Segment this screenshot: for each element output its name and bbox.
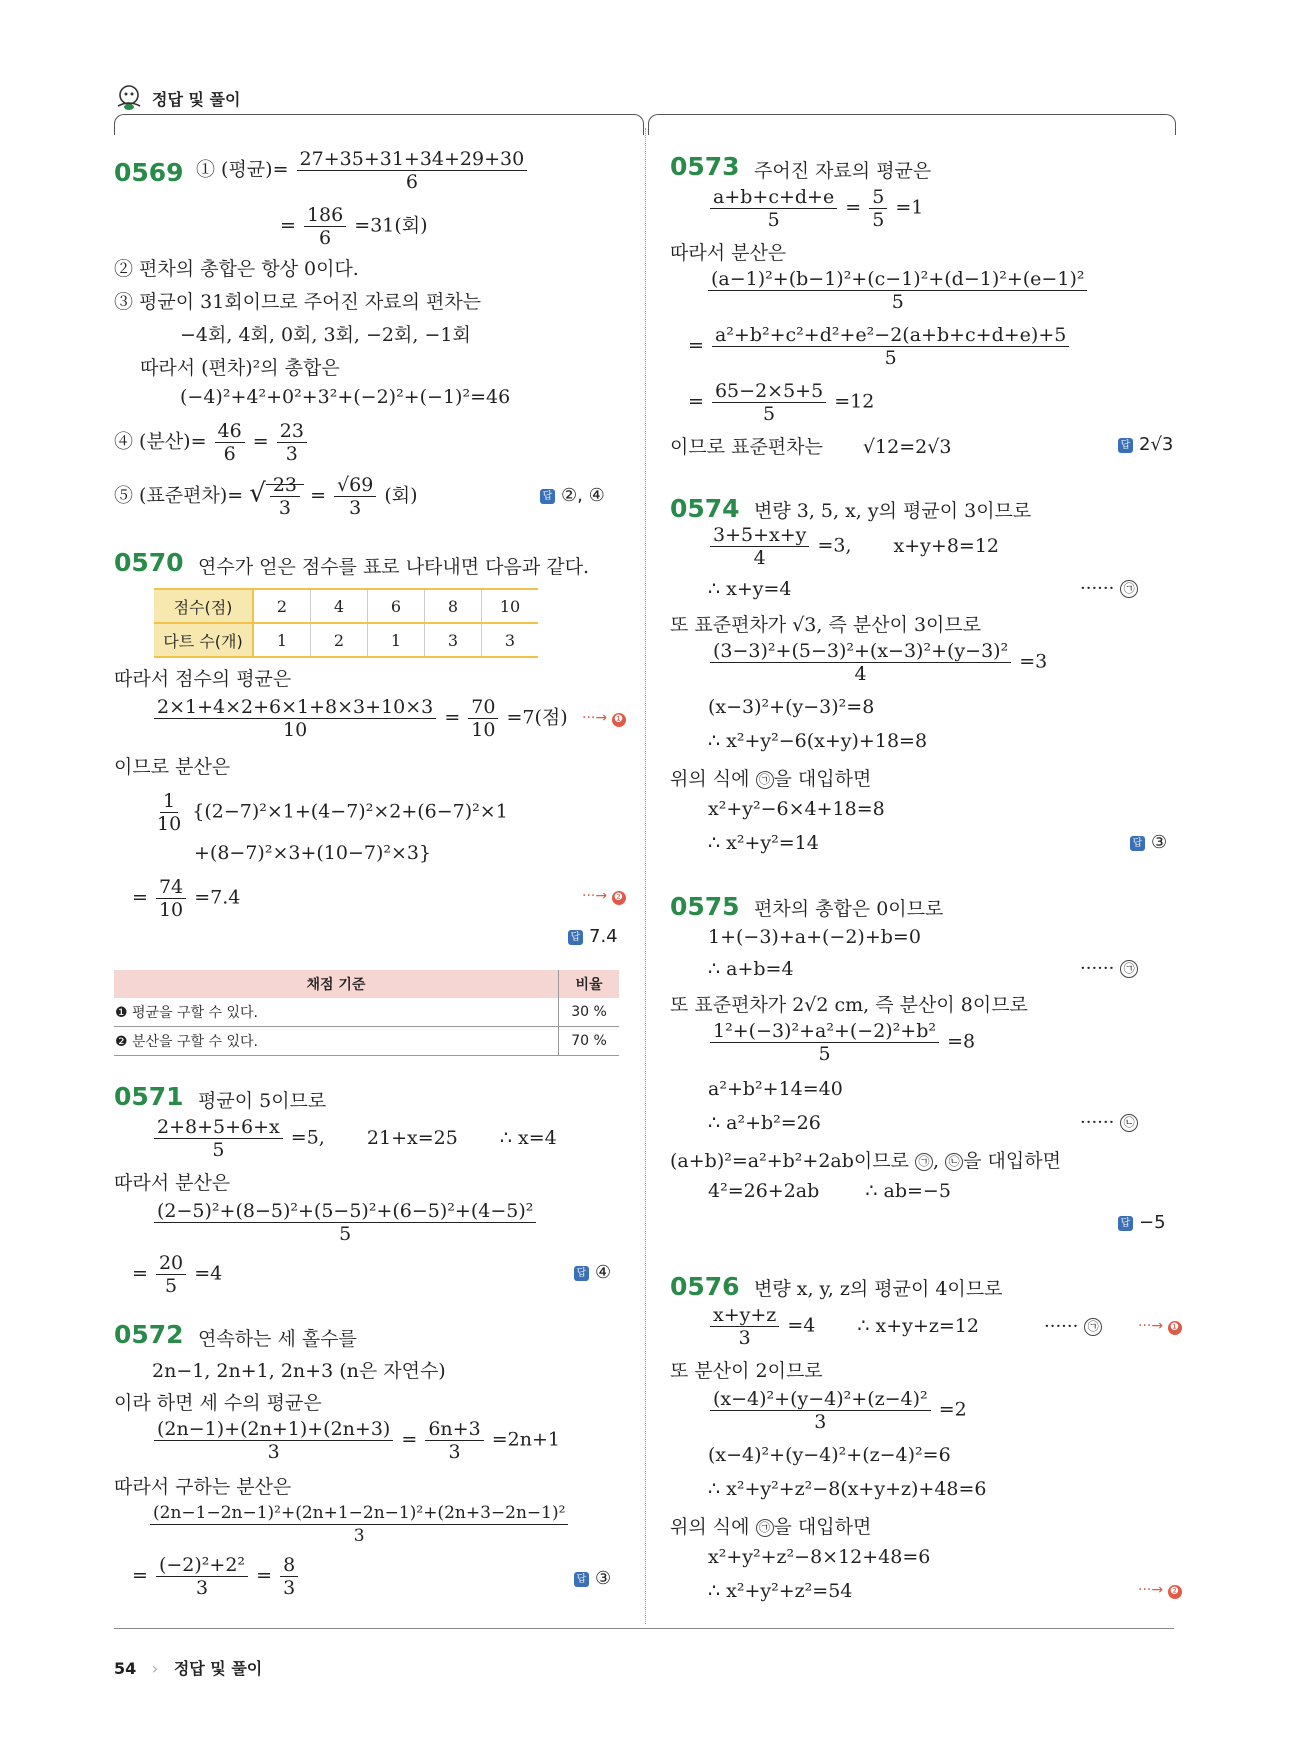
- text: =: [401, 1428, 418, 1451]
- numerator: a+b+c+d+e: [710, 186, 837, 209]
- denominator: 3: [738, 1327, 751, 1349]
- line-mean: [152, 696, 568, 741]
- line-text: 이라 하면 세 수의 평균은: [114, 1392, 322, 1414]
- text: √12=2√3: [862, 436, 952, 458]
- text: =4: [194, 1262, 223, 1285]
- numerator: 65−2×5+5: [712, 380, 826, 403]
- line-variance: [708, 1388, 967, 1433]
- step-number: ❶: [612, 713, 626, 727]
- table-cell: ❷ 분산을 구할 수 있다.: [114, 1027, 559, 1056]
- problem-number: 0574: [670, 494, 740, 523]
- denominator: 6: [319, 227, 332, 249]
- line-variance: [148, 1502, 570, 1547]
- line-mean: [708, 524, 999, 569]
- text: =31(회): [354, 214, 428, 237]
- text: =: [444, 706, 461, 729]
- fraction: [215, 420, 245, 465]
- line-stddev: [114, 474, 418, 519]
- text: =1: [895, 196, 924, 219]
- dots: ······: [1080, 578, 1115, 599]
- ref-circle: ㉠: [756, 771, 774, 789]
- numerator: 23: [270, 474, 300, 497]
- text: =7(점): [506, 706, 568, 729]
- line-text: −4회, 4회, 0회, 3회, −2회, −1회: [180, 324, 471, 346]
- line-mean: [196, 148, 529, 193]
- text: {(2−7)²×1+(4−7)²×2+(6−7)²×1: [192, 800, 508, 823]
- text: ∴ ab=−5: [865, 1180, 951, 1202]
- table-row: [114, 998, 619, 1027]
- line-text: 또 표준편차가 2√2 cm, 즉 분산이 8이므로: [670, 994, 1028, 1016]
- table-row: [114, 1027, 619, 1056]
- denominator: 6: [405, 171, 418, 193]
- text: =7.4: [194, 886, 241, 909]
- fraction: [468, 696, 498, 741]
- text: =: [845, 196, 862, 219]
- answer-icon: 답: [540, 489, 555, 504]
- ref-circle: ㉠: [1120, 580, 1138, 598]
- line-text: 따라서 분산은: [114, 1172, 231, 1194]
- score-table: [154, 588, 538, 658]
- ref-circle: ㉠: [1120, 960, 1138, 978]
- left-column-frame: [114, 114, 644, 135]
- text: ∴ x=4: [499, 1126, 557, 1149]
- text: =: [688, 390, 704, 413]
- answer: [540, 485, 605, 506]
- page-footer: [114, 1656, 262, 1679]
- line-result: [688, 380, 874, 425]
- denominator: 5: [872, 209, 885, 231]
- text: =: [132, 1262, 148, 1285]
- header-cell: 채점 기준: [114, 970, 559, 998]
- text: =2n+1: [491, 1428, 560, 1451]
- line-mean-result: [280, 204, 428, 249]
- answer: [1118, 434, 1173, 455]
- line-text: ∴ x²+y²+z²−8(x+y+z)+48=6: [708, 1478, 987, 1500]
- line-text: (x−4)²+(y−4)²+(z−4)²=6: [708, 1444, 951, 1466]
- problem-number: 0569: [114, 158, 184, 187]
- text: x+y+8=12: [893, 534, 1000, 557]
- intro-text: 연속하는 세 홀수를: [198, 1328, 357, 1350]
- denominator: 3: [267, 1441, 280, 1463]
- numerator: 1: [160, 790, 178, 813]
- line-text: ∴ x²+y²=14: [708, 832, 819, 854]
- intro-text: 편차의 총합은 0이므로: [754, 898, 944, 920]
- sqrt-sign: √: [249, 478, 266, 509]
- line-stddev: [670, 432, 951, 459]
- answer-icon: 답: [1118, 438, 1133, 453]
- intro-text: 변량 3, 5, x, y의 평균이 3이므로: [754, 500, 1032, 522]
- text: =: [256, 1564, 273, 1587]
- line-text: ③ 평균이 31회이므로 주어진 자료의 편차는: [114, 291, 482, 313]
- fraction: [154, 696, 436, 741]
- denominator: 4: [854, 663, 867, 685]
- numerator: (2n−1)+(2n+1)+(2n+3): [154, 1418, 393, 1441]
- sqrt-body: [266, 474, 304, 519]
- line-result: [132, 876, 240, 921]
- line-variance: [152, 790, 508, 835]
- answer-icon: 답: [1130, 836, 1145, 851]
- numerator: 70: [468, 696, 498, 719]
- line-result: [708, 1180, 951, 1202]
- line-text: ∴ x²+y²+z²=54: [708, 1580, 853, 1602]
- numerator: 2+8+5+6+x: [154, 1116, 283, 1139]
- answer: [568, 926, 618, 947]
- table-cell: 4: [311, 589, 368, 623]
- dots: ······: [1080, 958, 1115, 979]
- right-column-frame: [648, 114, 1176, 135]
- line-text: 따라서 구하는 분산은: [114, 1476, 292, 1498]
- answer: [1118, 1212, 1166, 1233]
- numerator: (a−1)²+(b−1)²+(c−1)²+(d−1)²+(e−1)²: [708, 268, 1087, 291]
- line-text: ∴ x²+y²−6(x+y)+18=8: [708, 730, 928, 752]
- numerator: 8: [280, 1554, 298, 1577]
- numerator: 6n+3: [425, 1418, 483, 1441]
- fraction: [154, 1200, 536, 1245]
- table-cell: 1: [253, 623, 311, 657]
- footer-title: 정답 및 풀이: [173, 1659, 263, 1678]
- denominator: 3: [283, 1577, 296, 1599]
- line-text: a²+b²+14=40: [708, 1078, 843, 1100]
- text: =2: [938, 1398, 967, 1421]
- denominator: 5: [212, 1139, 225, 1161]
- fraction: [425, 1418, 483, 1463]
- line-text: ∴ a+b=4: [708, 958, 794, 980]
- problem-number: 0573: [670, 152, 740, 181]
- step-mark-1: ···→ ❶: [582, 710, 626, 727]
- line-mean: [708, 186, 923, 231]
- denominator: 5: [763, 403, 776, 425]
- fraction: [277, 420, 307, 465]
- line-text: ∴ a²+b²=26: [708, 1112, 821, 1134]
- table-cell: 1: [368, 623, 425, 657]
- answer-value: ③: [1151, 832, 1168, 853]
- denominator: 4: [753, 547, 766, 569]
- line-variance: [114, 420, 309, 465]
- answer-value: 7.4: [589, 926, 618, 947]
- table-row: [154, 589, 538, 623]
- text: 을 대입하면: [773, 768, 872, 790]
- ref-circle: ㉡: [945, 1153, 963, 1171]
- text: =3,: [817, 534, 852, 557]
- numerator: 74: [156, 876, 186, 899]
- column-divider: [645, 128, 646, 1624]
- line-variance: [152, 1200, 538, 1245]
- reference-mark: [1044, 1316, 1102, 1337]
- text: (회): [384, 484, 418, 507]
- answer: [574, 1262, 611, 1283]
- table-cell: 2: [311, 623, 368, 657]
- numerator: (3−3)²+(5−3)²+(x−3)²+(y−3)²: [710, 640, 1011, 663]
- intro-text: 평균이 5이므로: [198, 1090, 327, 1112]
- ref-circle: ㉠: [756, 1519, 774, 1537]
- text: =: [252, 430, 269, 453]
- line-text: 따라서 점수의 평균은: [114, 668, 292, 690]
- numerator: (−2)²+2²: [156, 1554, 248, 1577]
- page-header: [114, 84, 240, 112]
- step-number: ❷: [1168, 1585, 1182, 1599]
- text: =5,: [290, 1126, 325, 1149]
- fraction: [710, 640, 1011, 685]
- fraction: [304, 204, 346, 249]
- line-mean: [152, 1418, 560, 1463]
- text: ⑤ (표준편차)=: [114, 484, 244, 507]
- line-expand: [688, 324, 1071, 369]
- numerator: 2×1+4×2+6×1+8×3+10×3: [154, 696, 436, 719]
- text: ∴ x+y+z=12: [857, 1314, 979, 1337]
- denominator: 5: [818, 1043, 831, 1065]
- text: =: [688, 334, 704, 357]
- dots: ······: [1044, 1316, 1079, 1337]
- denominator: 5: [891, 291, 904, 313]
- denominator: 3: [278, 497, 291, 519]
- numerator: a²+b²+c²+d²+e²−2(a+b+c+d+e)+5: [712, 324, 1069, 347]
- step-mark-1: ···→ ❶: [1138, 1318, 1182, 1335]
- table-cell: 3: [425, 623, 482, 657]
- answer-value: 2√3: [1139, 434, 1174, 455]
- numerator: √69: [334, 474, 376, 497]
- answer-icon: 답: [574, 1266, 589, 1281]
- line-text: ∴ x+y=4: [708, 578, 792, 600]
- step-number: ❷: [612, 891, 626, 905]
- table-row: [154, 623, 538, 657]
- line-text: x²+y²−6×4+18=8: [708, 798, 885, 820]
- problem-number: 0575: [670, 892, 740, 921]
- fraction: [270, 474, 300, 519]
- mascot-logo-icon: [114, 84, 144, 112]
- numerator: 20: [156, 1252, 186, 1275]
- table-cell: ❶ 평균을 구할 수 있다.: [114, 998, 559, 1027]
- line-substitute: [670, 1146, 1061, 1173]
- table-cell: 2: [253, 589, 311, 623]
- numerator: 46: [215, 420, 245, 443]
- text: ④ (분산)=: [114, 430, 207, 453]
- denominator: 5: [339, 1223, 352, 1245]
- row-label: 점수(점): [154, 589, 253, 623]
- fraction: [156, 1252, 186, 1297]
- step-number: ❶: [1168, 1321, 1182, 1335]
- line-result: [132, 1252, 222, 1297]
- intro-text: 변량 x, y, z의 평균이 4이므로: [754, 1278, 1003, 1300]
- numerator: 1²+(−3)²+a²+(−2)²+b²: [710, 1020, 939, 1043]
- reference-mark: [1080, 578, 1138, 599]
- answer-value: ④: [595, 1262, 612, 1283]
- text: =: [310, 484, 326, 507]
- table-cell: 6: [368, 589, 425, 623]
- denominator: 3: [195, 1577, 209, 1599]
- line-substitute: [670, 764, 871, 791]
- text: ① (평균)=: [196, 158, 289, 181]
- line-variance: [708, 640, 1047, 685]
- problem-number: 0570: [114, 548, 184, 577]
- line-text: (−4)²+4²+0²+3²+(−2)²+(−1)²=46: [180, 386, 511, 408]
- line-text: x²+y²+z²−8×12+48=6: [708, 1546, 931, 1568]
- numerator: 3+5+x+y: [710, 524, 809, 547]
- numerator: 23: [277, 420, 307, 443]
- problem-number: 0571: [114, 1082, 184, 1111]
- header-cell: 비율: [559, 970, 620, 998]
- problem-number: 0576: [670, 1272, 740, 1301]
- text: 21+x=25: [366, 1126, 458, 1149]
- text: (a+b)²=a²+b²+2ab이므로: [670, 1150, 909, 1172]
- table-cell: 8: [425, 589, 482, 623]
- line-text: +(8−7)²×3+(10−7)²×3}: [194, 842, 432, 864]
- fraction: [710, 186, 837, 231]
- text: 위의 식에: [670, 1516, 750, 1538]
- fraction: [297, 148, 528, 193]
- denominator: 10: [471, 719, 496, 741]
- table-cell: 70 %: [559, 1027, 620, 1056]
- dots: ······: [1080, 1112, 1115, 1133]
- denominator: 10: [158, 899, 184, 921]
- text: =: [132, 886, 148, 909]
- denominator: 10: [283, 719, 308, 741]
- header-title: 정답 및 풀이: [152, 89, 241, 109]
- line-text: 또 표준편차가 √3, 즉 분산이 3이므로: [670, 614, 982, 636]
- line-mean: [708, 1304, 979, 1349]
- line-text: 따라서 (편차)²의 총합은: [140, 357, 340, 379]
- fraction: [334, 474, 376, 519]
- fraction: [710, 1388, 931, 1433]
- grading-table: [114, 970, 619, 1056]
- denominator: 3: [814, 1411, 827, 1433]
- line-result: [132, 1554, 300, 1599]
- text: =8: [947, 1030, 976, 1053]
- answer-value: ②, ④: [561, 485, 605, 506]
- fraction: [154, 1418, 393, 1463]
- text: =4: [787, 1314, 816, 1337]
- denominator: 5: [884, 347, 897, 369]
- denominator: 5: [165, 1275, 178, 1297]
- numerator: 27+35+31+34+29+30: [297, 148, 528, 171]
- numerator: (x−4)²+(y−4)²+(z−4)²: [710, 1388, 931, 1411]
- fraction: [154, 790, 184, 835]
- fraction: [708, 268, 1087, 313]
- step-mark-2: ···→ ❷: [1138, 1582, 1182, 1599]
- fraction: [154, 1116, 283, 1161]
- line-substitute: [670, 1512, 871, 1539]
- footer-rule: [114, 1628, 1174, 1629]
- denominator: 5: [767, 209, 780, 231]
- ref-circle: ㉠: [1084, 1318, 1102, 1336]
- denominator: 3: [353, 1526, 365, 1546]
- text: ,: [933, 1150, 940, 1172]
- intro-text: 연수가 얻은 점수를 표로 나타내면 다음과 같다.: [198, 556, 590, 578]
- reference-mark: [1080, 1112, 1138, 1133]
- fraction: [710, 524, 809, 569]
- text: =3: [1019, 650, 1048, 673]
- text: 을 대입하면: [963, 1150, 1061, 1172]
- fraction: [712, 380, 826, 425]
- line-text: 따라서 분산은: [670, 242, 787, 264]
- numerator: (2n−1−2n−1)²+(2n+1−2n−1)²+(2n+3−2n−1)²: [150, 1502, 568, 1525]
- row-label: 다트 수(개): [154, 623, 253, 657]
- ref-circle: ㉡: [1120, 1114, 1138, 1132]
- page-number: 54: [114, 1659, 137, 1678]
- fraction: [150, 1502, 568, 1547]
- fraction: [280, 1554, 298, 1599]
- table-cell: 10: [482, 589, 539, 623]
- line-mean: [152, 1116, 557, 1161]
- line-text: 이므로 분산은: [114, 756, 231, 778]
- line-text: 또 분산이 2이므로: [670, 1360, 823, 1382]
- numerator: x+y+z: [710, 1304, 779, 1327]
- denominator: 6: [223, 443, 236, 465]
- fraction: [869, 186, 887, 231]
- answer-icon: 답: [1118, 1216, 1133, 1231]
- line-text: 1+(−3)+a+(−2)+b=0: [708, 926, 921, 948]
- answer-value: ③: [595, 1568, 612, 1589]
- ref-circle: ㉠: [915, 1153, 933, 1171]
- fraction: [156, 1554, 248, 1599]
- text: =12: [834, 390, 875, 413]
- line-variance: [706, 268, 1089, 313]
- numerator: 186: [304, 204, 346, 227]
- table-cell: 3: [482, 623, 539, 657]
- reference-mark: [1080, 958, 1138, 979]
- numerator: 5: [869, 186, 887, 209]
- answer-value: −5: [1139, 1212, 1166, 1233]
- intro-text: 주어진 자료의 평균은: [754, 160, 932, 182]
- answer-icon: 답: [574, 1572, 589, 1587]
- denominator: 3: [349, 497, 362, 519]
- denominator: 10: [157, 813, 182, 835]
- fraction: [710, 1020, 939, 1065]
- fraction: [156, 876, 186, 921]
- denominator: 3: [448, 1441, 461, 1463]
- text: =: [132, 1564, 148, 1587]
- fraction: [710, 1304, 779, 1349]
- numerator: (2−5)²+(8−5)²+(5−5)²+(6−5)²+(4−5)²: [154, 1200, 536, 1223]
- table-header: [114, 970, 619, 998]
- problem-number: 0572: [114, 1320, 184, 1349]
- answer: [1130, 832, 1167, 853]
- line-text: (x−3)²+(y−3)²=8: [708, 696, 875, 718]
- fraction: [712, 324, 1069, 369]
- answer-icon: 답: [568, 930, 583, 945]
- text: 위의 식에: [670, 768, 750, 790]
- step-mark-2: ···→ ❷: [582, 888, 626, 905]
- chevron-right-icon: ›: [151, 1659, 159, 1678]
- text: 이므로 표준편차는: [670, 436, 823, 458]
- text: 을 대입하면: [773, 1516, 872, 1538]
- answer: [574, 1568, 611, 1589]
- line-text: ② 편차의 총합은 항상 0이다.: [114, 258, 359, 280]
- text: =: [280, 214, 296, 237]
- line-text: 2n−1, 2n+1, 2n+3 (n은 자연수): [152, 1360, 446, 1382]
- text: 4²=26+2ab: [708, 1180, 820, 1202]
- table-cell: 30 %: [559, 998, 620, 1027]
- line-variance: [708, 1020, 975, 1065]
- denominator: 3: [285, 443, 298, 465]
